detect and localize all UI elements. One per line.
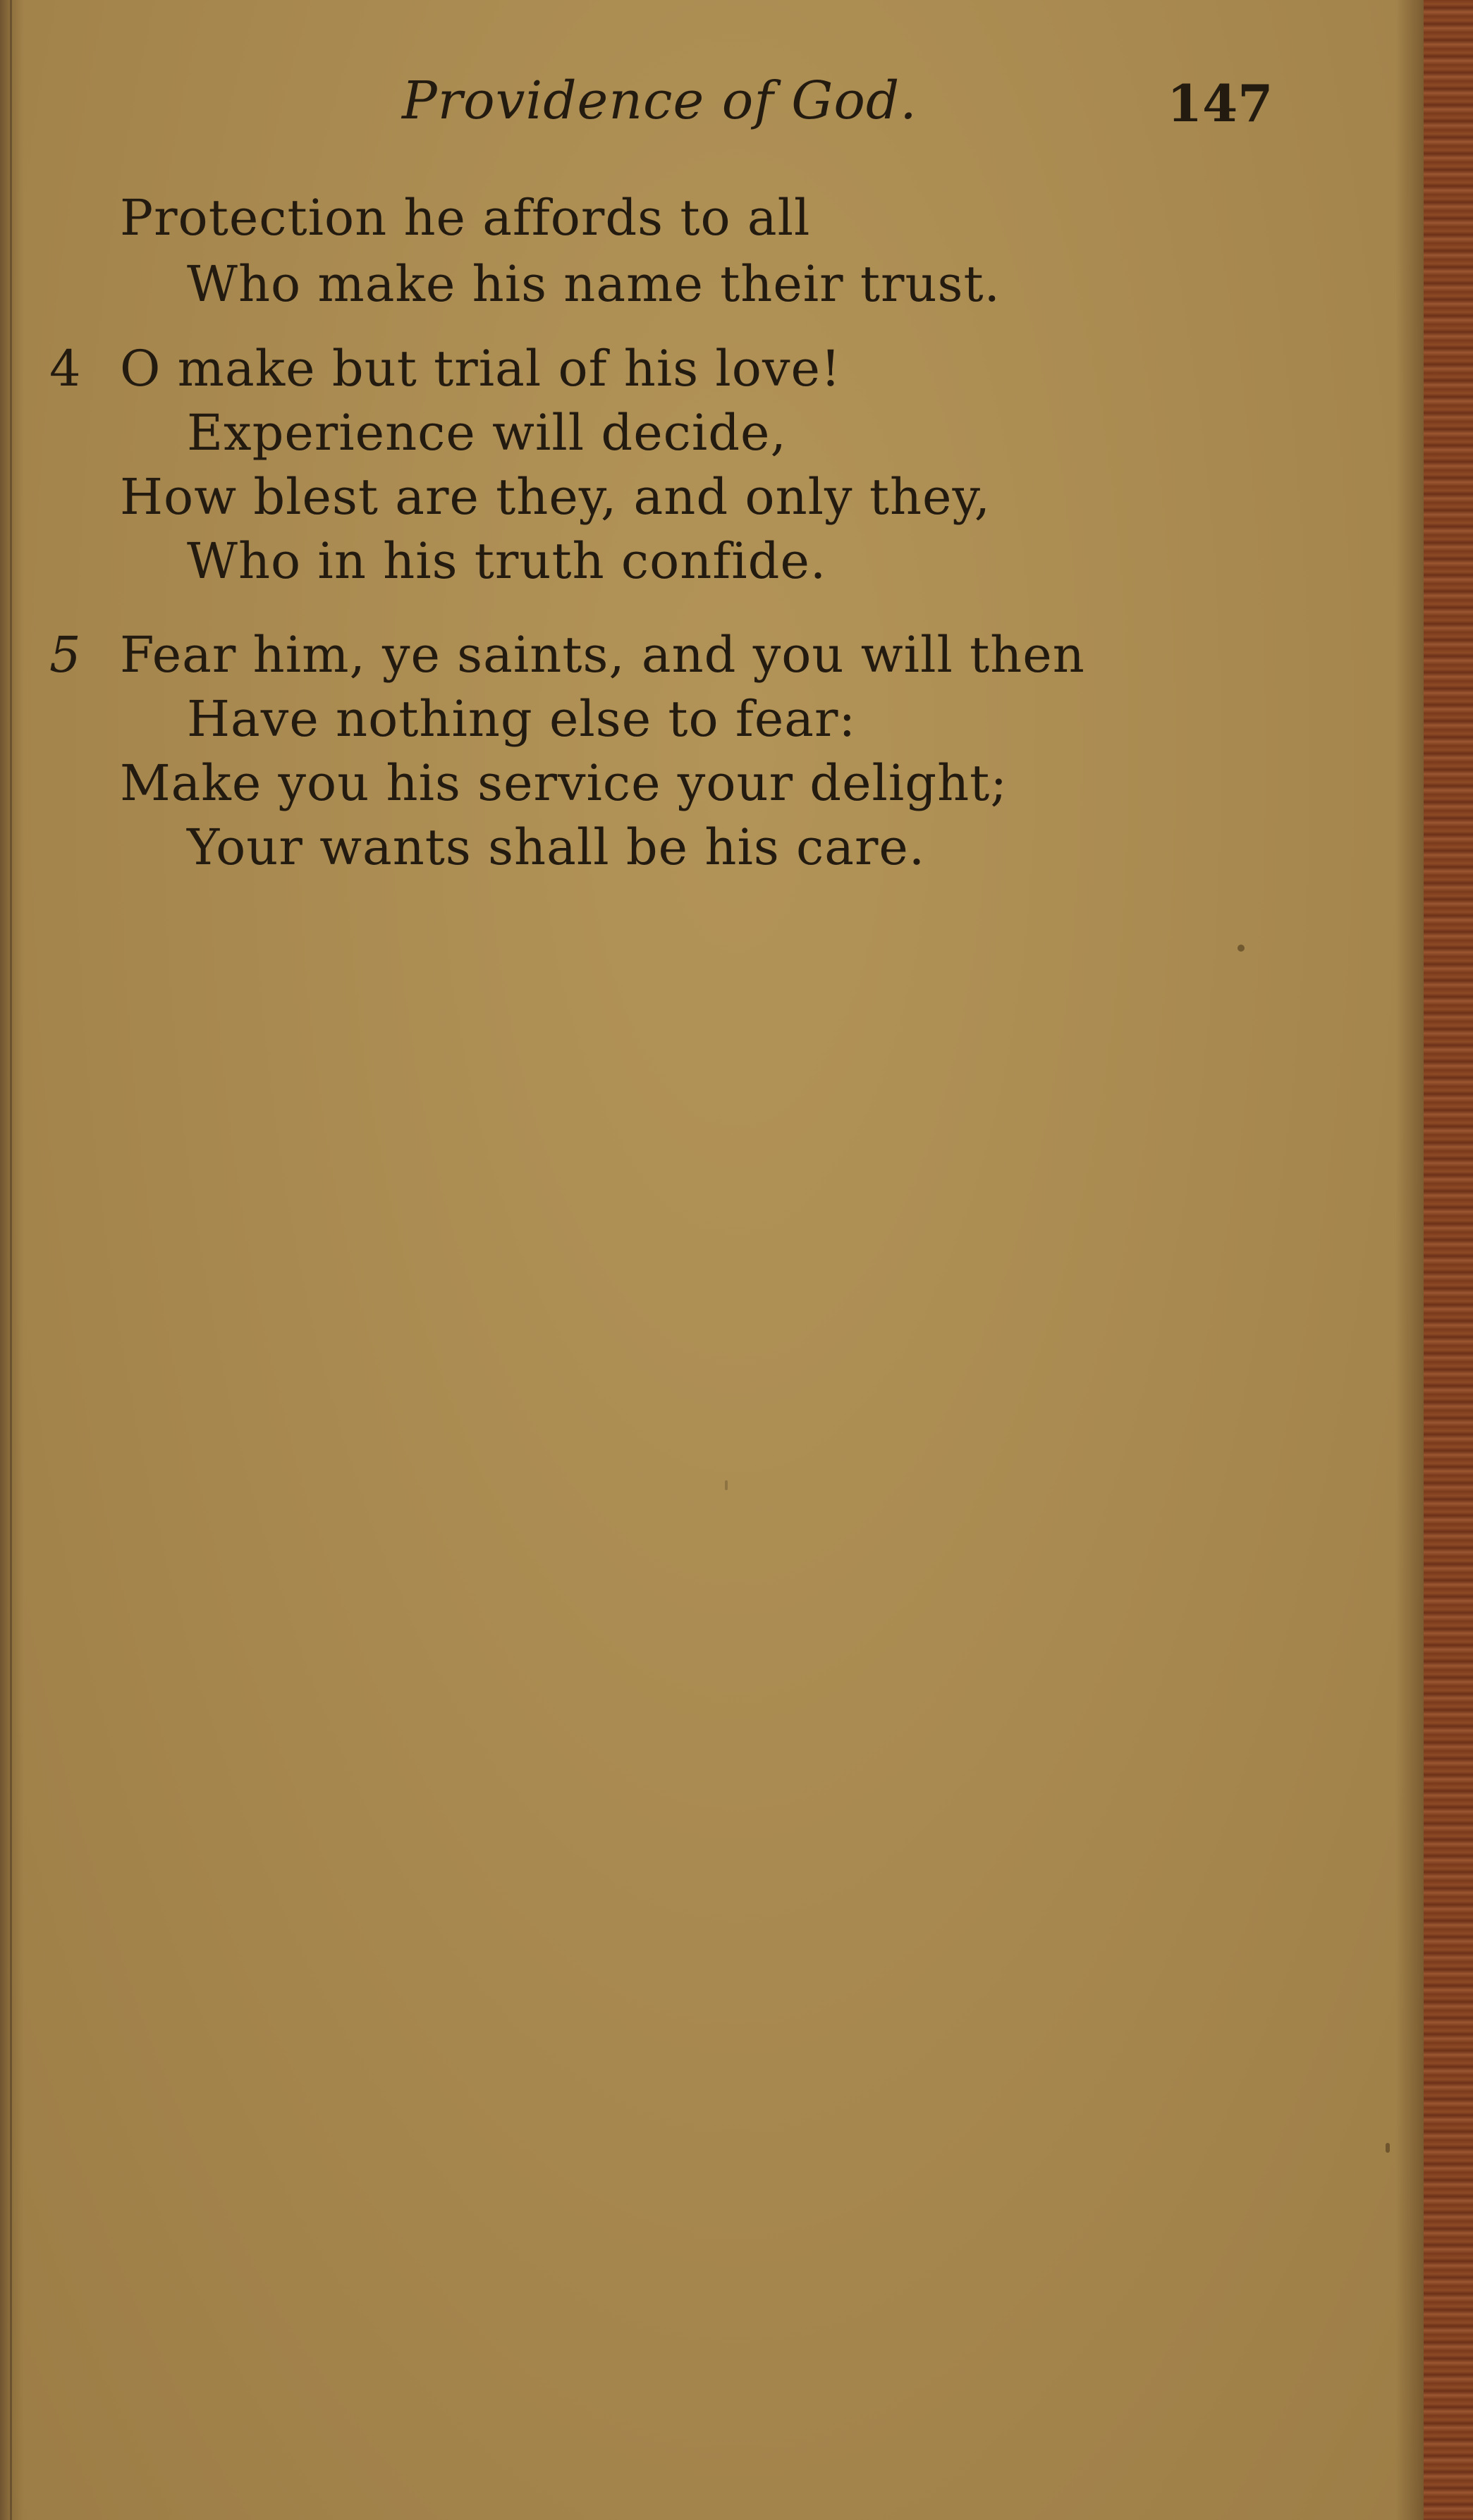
binding-gutter xyxy=(0,0,24,2520)
stanza-3-line-2: Who make his name their trust. xyxy=(187,255,1001,313)
fore-edge-shadow xyxy=(1395,0,1424,2520)
stanza-4-line-1: O make but trial of his love! xyxy=(120,340,842,398)
binding-line xyxy=(10,0,12,2520)
page-number: 147 xyxy=(1167,73,1273,133)
stanza-5-number: 5 xyxy=(49,626,81,684)
stanza-5-line-4: Your wants shall be his care. xyxy=(187,818,926,876)
fore-edge xyxy=(1424,0,1473,2520)
stanza-5-line-3: Make you his service your delight; xyxy=(120,754,1008,812)
paper-speck xyxy=(1237,945,1245,952)
stanza-4-number: 4 xyxy=(49,340,81,398)
running-header-title: Providence of God. xyxy=(402,70,917,131)
stanza-5-line-2: Have nothing else to fear: xyxy=(187,690,857,748)
stanza-4-line-3: How blest are they, and only they, xyxy=(120,468,991,526)
stanza-4-line-2: Experience will decide, xyxy=(187,404,787,462)
stanza-4-line-4: Who in his truth confide. xyxy=(187,532,827,590)
stanza-5-line-1: Fear him, ye saints, and you will then xyxy=(120,626,1085,684)
paper-speck xyxy=(725,1480,728,1490)
stanza-3-line-1: Protection he affords to all xyxy=(120,189,811,247)
paper-speck xyxy=(1386,2143,1390,2153)
